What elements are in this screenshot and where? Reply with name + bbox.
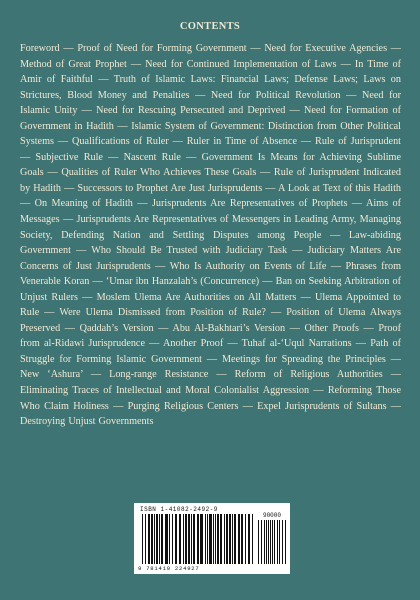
barcode-bar [148,514,150,564]
barcode-bar [151,514,153,564]
barcode-bar [232,514,233,564]
barcode-bar [272,520,273,564]
barcode-bar [252,514,254,564]
barcode-addon-bars [258,520,286,564]
barcode-bar [229,514,231,564]
barcode-bar [175,514,177,564]
barcode-bar [282,520,283,564]
barcode-bar [209,514,211,564]
barcode-bar [215,514,216,564]
barcode-bar [217,514,219,564]
barcode-main-bars [142,514,254,564]
barcode-bar [154,514,156,564]
barcode-bar [165,514,167,564]
barcode-bar [213,514,214,564]
barcode-bar [245,514,246,564]
barcode-bar [172,514,173,564]
barcode-addon-code: 90000 [262,512,281,519]
barcode-bar [234,514,236,564]
barcode-bar [193,514,195,564]
ean-number: 9 781410 224927 [138,565,200,572]
contents-list: Foreword — Proof of Need for Forming Government — Need for Executive Agencies — Method of Great Prophet — Need for Continued Implementation of Laws — In Time of Amir of Faithful — Truth of Islamic Laws: Financial Laws; Defense Laws; Laws on Strictures, Blood Money and Penalties — Need for Political Revolution — Need for Islamic Unity — Need for Rescuing Persecuted and Deprived — Need for Formation of Government in Hadith — Islamic System of Government: Distinction from Other Political Systems — Qualifications of Ruler — Ruler in Time of Absence — Rule of Jurisprudent — Subjective Rule — Nascent Rule — Government Is Means for Achieving Sublime Goals — Qualities of Ruler Who Achieves These Goals — Rule of Jurisprudent Indicated by Hadith — Successors to Prophet Are Just Jurisprudents — A Look at Text of this Hadith — On Meaning of Hadith — Jurisprudents Are Representatives of Prophets — Aims of Messages — Jurisprudents Are Representatives of Messengers in Leading Army, Managing Society, Defending Nation and Settling Disputes among People — Law-abiding Government — Who Should Be Trusted with Judiciary Task — Judiciary Matters Are Concerns of Just Jurisprudents — Who Is Authority on Events of Life — Phrases from Venerable Koran — ‘Umar ibn Hanzalah’s (Concurrence) — Ban on Seeking Arbitration of Unjust Rulers — Moslem Ulema Are Authorities on All Matters — Ulema Appointed to Rule — Were Ulema Dismissed from Position of Rule? — Position of Ulema Always Preserved — Qaddah’s Version — Abu Al-Bakhtari’s Version — Other Proofs — Proof from al-Ridawi Jurisprudence — Another Proof — Tuhaf al-‘Uqul Narrations — Path of Struggle for Forming Islamic Government — Meetings for Spreading the Principles — New ‘Ashura’ — Long-range Resistance — Reform of Religious Authorities — Eliminating Traces of Intellectual and Moral Colonialist Aggression — Reforming Those Who Claim Holiness — Purging Religious Centers — Expel Jurisprudents of Sultans — Destroying Unjust Governments [20,43,401,428]
barcode-bar [268,520,269,564]
barcode-bar [188,514,190,564]
barcode-bar [266,520,267,564]
barcode-bar [142,514,143,564]
isbn-label: ISBN 1-41082-2492-9 [140,506,218,513]
barcode-bar [197,514,199,564]
barcode-bar [285,520,286,564]
barcode-bar [183,514,185,564]
barcode-bar [145,514,147,564]
barcode-bar [238,514,240,564]
barcode-bar [261,520,262,564]
barcode-bar [169,514,171,564]
barcode-bar [161,514,163,564]
barcode-bar [220,514,222,564]
barcode-bar [200,514,202,564]
barcode-bar [274,520,275,564]
barcode-bar [270,520,271,564]
barcode-bar [241,514,243,564]
barcode-bar [277,520,278,564]
barcode-bar [248,514,250,564]
barcode-bar [191,514,192,564]
contents-heading: CONTENTS [179,21,241,32]
barcode-bar [226,514,228,564]
barcode-bar [224,514,226,564]
barcode-bar [185,514,187,564]
barcode-bar [156,514,158,564]
barcode-bar [279,520,280,564]
barcode-bar [264,520,265,564]
barcode-bar [159,514,160,564]
barcode-bar [205,514,207,564]
barcode-bar [258,520,259,564]
isbn-barcode [134,503,290,574]
barcode-bar [179,514,181,564]
barcode-bar [207,514,208,564]
